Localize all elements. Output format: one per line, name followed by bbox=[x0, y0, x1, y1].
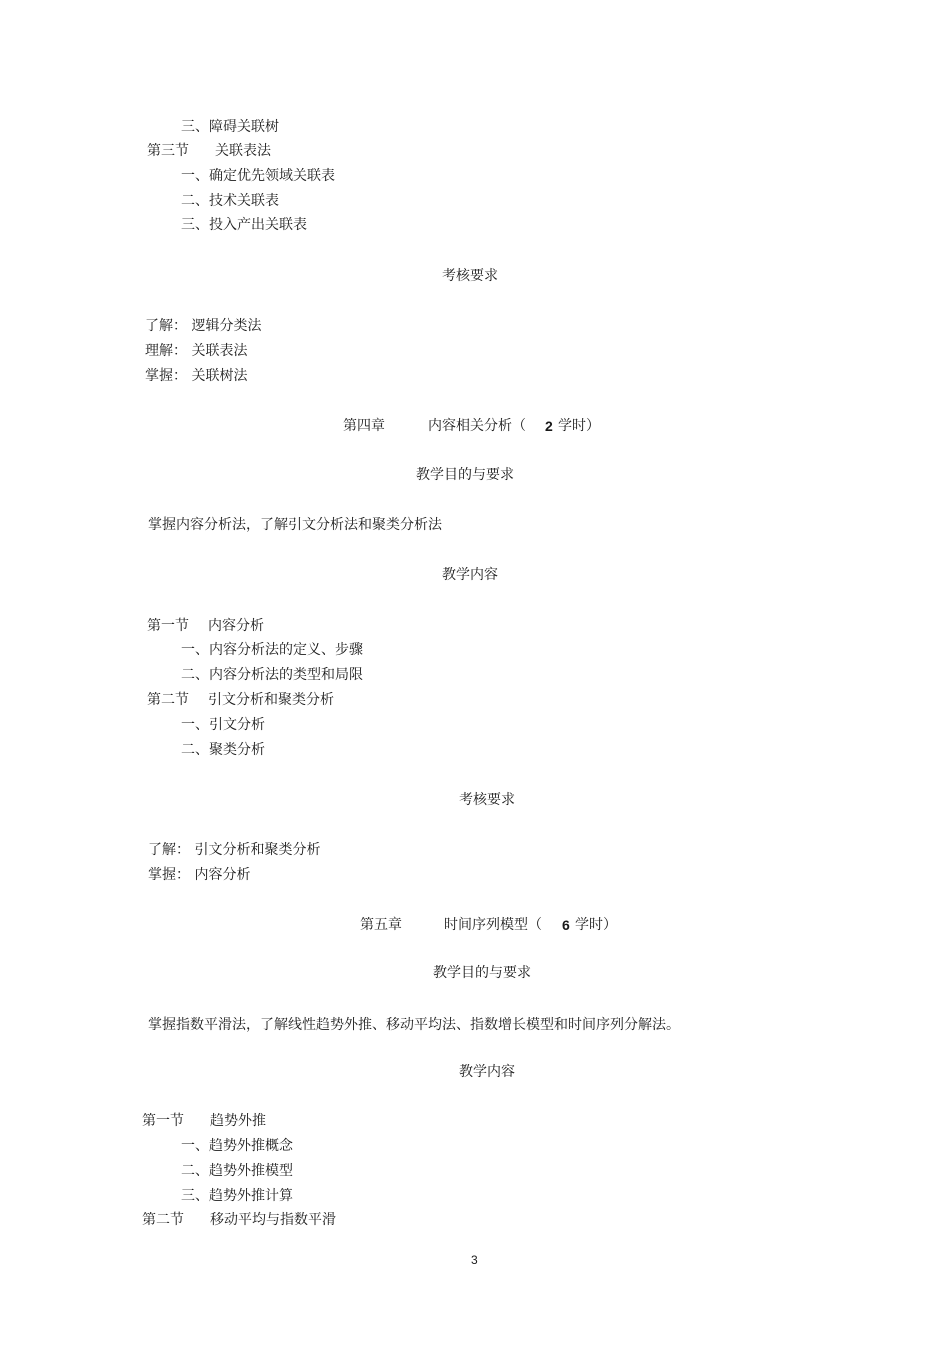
list-item: 二、聚类分析 bbox=[181, 742, 265, 758]
section-label: 第二节 bbox=[142, 1212, 184, 1228]
assessment-item: 掌握： 关联树法 bbox=[145, 368, 248, 384]
list-item: 三、趋势外推计算 bbox=[181, 1188, 293, 1204]
list-item: 一、趋势外推概念 bbox=[181, 1138, 293, 1154]
content-heading: 教学内容 bbox=[442, 567, 498, 583]
section-title: 关联表法 bbox=[215, 143, 271, 159]
goal-heading: 教学目的与要求 bbox=[416, 467, 514, 483]
section-title: 移动平均与指数平滑 bbox=[210, 1212, 336, 1228]
section-title: 趋势外推 bbox=[210, 1113, 266, 1129]
assessment-item: 了解： 逻辑分类法 bbox=[145, 318, 262, 334]
assessment-heading: 考核要求 bbox=[442, 268, 498, 284]
chapter-label: 第四章 bbox=[343, 418, 385, 434]
goal-heading: 教学目的与要求 bbox=[433, 965, 531, 981]
content-heading: 教学内容 bbox=[459, 1064, 515, 1080]
goal-text: 掌握指数平滑法，了解线性趋势外推、移动平均法、指数增长模型和时间序列分解法。 bbox=[148, 1017, 680, 1033]
chapter-label: 第五章 bbox=[360, 917, 402, 933]
chapter-hours-unit: 学时） bbox=[558, 418, 600, 434]
section-label: 第二节 bbox=[147, 692, 189, 708]
chapter-hours-number: 6 bbox=[562, 917, 570, 933]
assessment-item: 了解： 引文分析和聚类分析 bbox=[148, 842, 321, 858]
chapter-title: 时间序列模型（ bbox=[444, 917, 542, 933]
list-item: 二、内容分析法的类型和局限 bbox=[181, 667, 363, 683]
section-label: 第一节 bbox=[147, 618, 189, 634]
list-item: 三、障碍关联树 bbox=[181, 119, 279, 135]
list-item: 一、确定优先领域关联表 bbox=[181, 168, 335, 184]
section-label: 第一节 bbox=[142, 1113, 184, 1129]
assessment-heading: 考核要求 bbox=[459, 792, 515, 808]
chapter-hours-unit: 学时） bbox=[575, 917, 617, 933]
section-title: 引文分析和聚类分析 bbox=[208, 692, 334, 708]
list-item: 三、投入产出关联表 bbox=[181, 217, 307, 233]
page-number: 3 bbox=[471, 1253, 478, 1267]
assessment-item: 理解： 关联表法 bbox=[145, 343, 248, 359]
assessment-item: 掌握： 内容分析 bbox=[148, 867, 251, 883]
list-item: 二、趋势外推模型 bbox=[181, 1163, 293, 1179]
list-item: 一、引文分析 bbox=[181, 717, 265, 733]
section-title: 内容分析 bbox=[208, 618, 264, 634]
section-label: 第三节 bbox=[147, 143, 189, 159]
list-item: 一、内容分析法的定义、步骤 bbox=[181, 642, 363, 658]
goal-text: 掌握内容分析法，了解引文分析法和聚类分析法 bbox=[148, 517, 442, 533]
chapter-title: 内容相关分析（ bbox=[428, 418, 526, 434]
chapter-hours-number: 2 bbox=[545, 418, 553, 434]
list-item: 二、技术关联表 bbox=[181, 193, 279, 209]
